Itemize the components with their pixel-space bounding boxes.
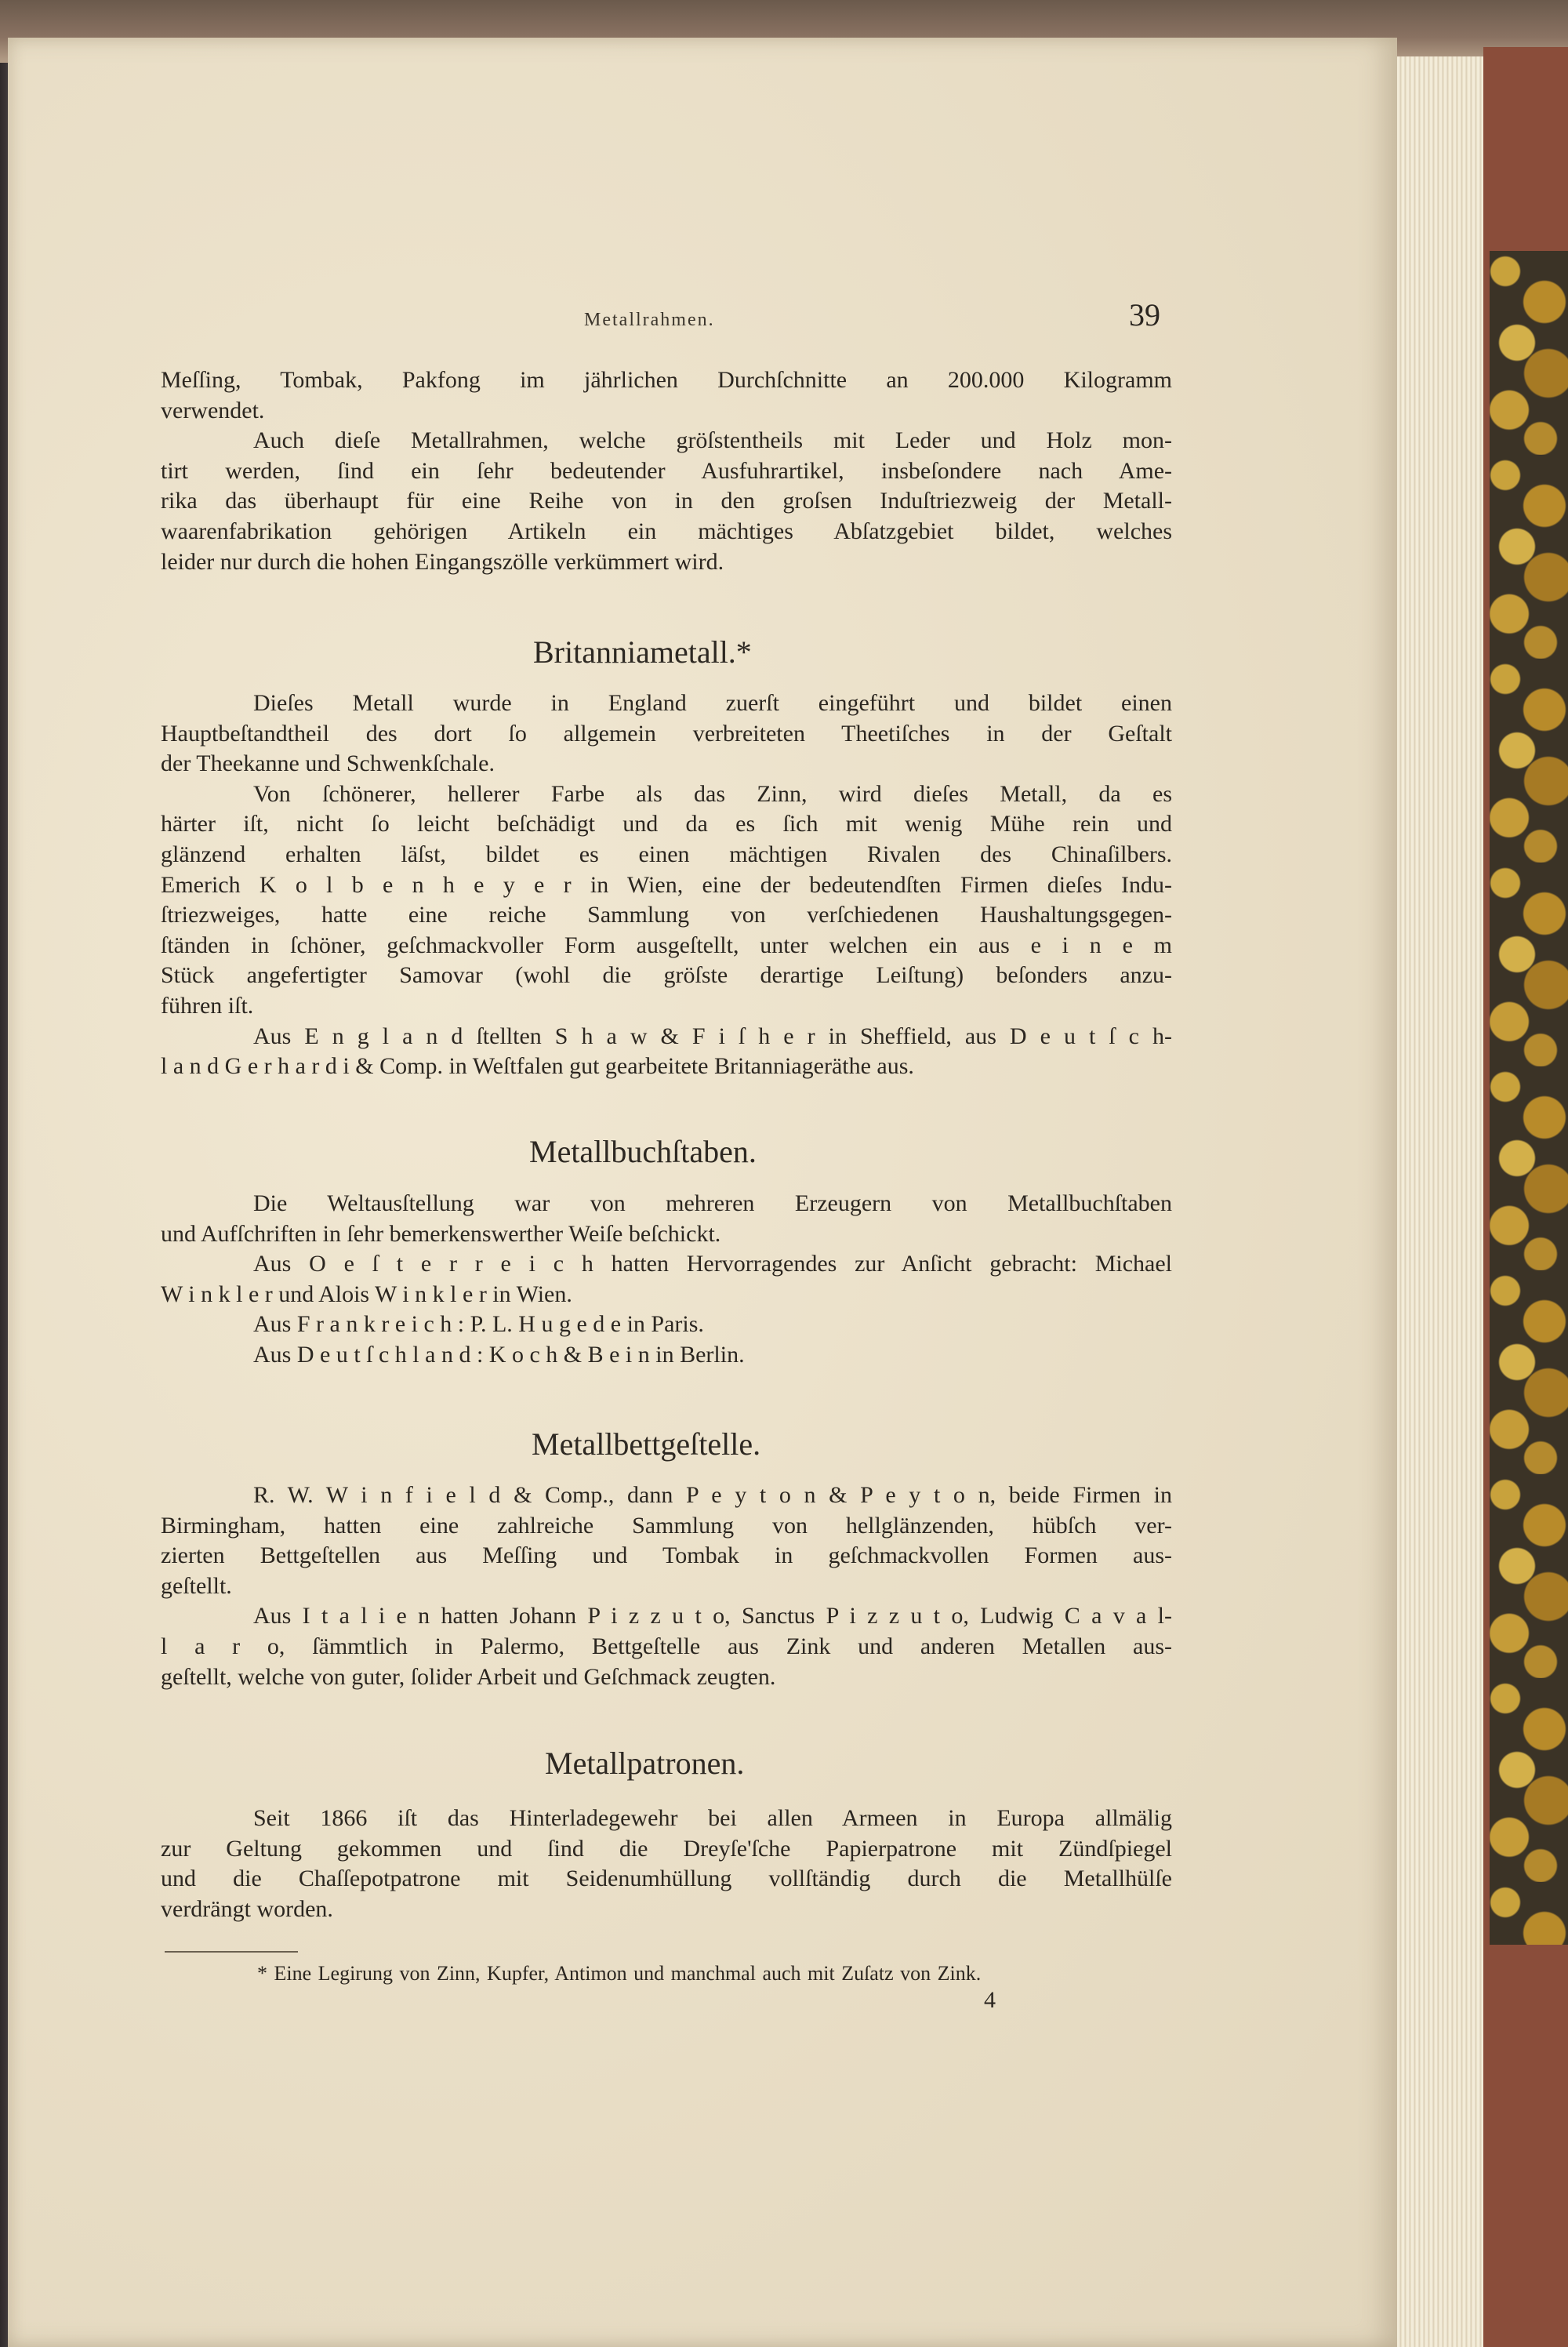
running-header: Metallrahmen. <box>584 310 715 330</box>
text-line: R. W. W i n f i e l d & Comp., dann P e y t o n & P e y t o n, beide Firmen in <box>253 1482 1172 1508</box>
text-line: Auch dieſe Metallrahmen, welche gröſstentheils mit Leder und Holz mon- <box>253 427 1172 454</box>
page-number: 39 <box>1129 297 1160 332</box>
bettgestelle-paragraphs <box>161 1480 1172 1692</box>
section-heading-metallbettgestelle: Metallbettgeſtelle. <box>532 1426 761 1462</box>
text-line: geſtellt. <box>161 1572 232 1599</box>
text-line: ſtänden in ſchöner, geſchmackvoller Form ausgeſtellt, unter welchen ein aus e i n e m <box>161 932 1172 958</box>
text-line: und Aufſchriften in ſehr bemerkenswerther Weiſe beſchickt. <box>161 1220 721 1247</box>
text-line: W i n k l e r und Alois W i n k l e r in Wien. <box>161 1281 572 1307</box>
section-heading-britanniametall: Britanniametall.* <box>533 634 752 670</box>
text-line: leider nur durch die hohen Eingangszölle verkümmert wird. <box>161 548 724 575</box>
text-line: rika das überhaupt für eine Reihe von in den groſsen Induſtriezweig der Metall- <box>161 488 1172 514</box>
text-line: Aus D e u t ſ c h l a n d : K o c h & B e i n in Berlin. <box>253 1341 745 1368</box>
text-line: Seit 1866 iſt das Hinterladegewehr bei allen Armeen in Europa allmälig <box>253 1805 1172 1831</box>
page-edges <box>1397 56 1483 2347</box>
text-line: Meſſing, Tombak, Pakfong im jährlichen Durchſchnitte an 200.000 Kilogramm <box>161 367 1172 393</box>
text-line: ſtriezweiges, hatte eine reiche Sammlung von verſchiedenen Haushaltungsgegen- <box>161 902 1172 928</box>
text-line: Aus I t a l i e n hatten Johann P i z z u t o, Sanctus P i z z u t o, Ludwig C a v a l- <box>253 1603 1172 1629</box>
text-line: waarenfabrikation gehörigen Artikeln ein mächtiges Abſatzgebiet bildet, welches <box>161 518 1172 544</box>
text-line: härter iſt, nicht ſo leicht beſchädigt und da es ſich mit wenig Mühe rein und <box>161 811 1172 837</box>
text-line: zierten Bettgeſtellen aus Meſſing und Tombak in geſchmackvollen Formen aus- <box>161 1542 1172 1569</box>
intro-paragraph <box>161 365 1172 577</box>
text-line: der Theekanne und Schwenkſchale. <box>161 750 495 777</box>
text-line: glänzend erhalten läſst, bildet es einen mächtigen Rivalen des Chinaſilbers. <box>161 841 1172 867</box>
marbled-cover-pattern <box>1490 251 1568 1945</box>
section-heading-metallpatronen: Metallpatronen. <box>545 1746 745 1781</box>
text-line: l a r o, ſämmtlich in Palermo, Bettgeſtelle aus Zink und anderen Metallen aus- <box>161 1633 1172 1659</box>
text-line: und die Chaſſepotpatrone mit Seidenumhüllung vollſtändig durch die Metallhülſe <box>161 1866 1172 1892</box>
text-line: Aus O e ſ t e r r e i c h hatten Hervorragendes zur Anſicht gebracht: Michael <box>253 1251 1172 1277</box>
text-line: Birmingham, hatten eine zahlreiche Sammlung von hellglänzenden, hübſch ver- <box>161 1512 1172 1539</box>
text-line: verwendet. <box>161 397 265 423</box>
text-line: Dieſes Metall wurde in England zuerſt eingeführt und bildet einen <box>253 690 1172 716</box>
buchstaben-paragraphs <box>161 1189 1172 1371</box>
section-heading-metallbuchstaben: Metallbuchſtaben. <box>529 1134 757 1169</box>
text-line: geſtellt, welche von guter, ſolider Arbeit und Geſchmack zeugten. <box>161 1663 776 1690</box>
text-line: Stück angefertigter Samovar (wohl die gröſste derartige Leiſtung) beſonders anzu- <box>161 962 1172 989</box>
text-line: Aus F r a n k r e i c h : P. L. H u g e d e in Paris. <box>253 1311 704 1338</box>
britannia-paragraphs <box>161 688 1172 1082</box>
text-line: tirt werden, ſind ein ſehr bedeutender Ausfuhrartikel, insbeſondere nach Ame- <box>161 457 1172 484</box>
text-line: Von ſchönerer, hellerer Farbe als das Zinn, wird dieſes Metall, da es <box>253 780 1172 807</box>
signature-mark: 4 <box>984 1987 996 2013</box>
text-line: Emerich K o l b e n h e y e r in Wien, eine der bedeutendſten Firmen dieſes Indu- <box>161 871 1172 898</box>
text-line: zur Geltung gekommen und ſind die Dreyſe'ſche Papierpatrone mit Zündſpiegel <box>161 1835 1172 1862</box>
text-line: Hauptbeſtandtheil des dort ſo allgemein verbreiteten Theetiſches in der Geſtalt <box>161 720 1172 747</box>
text-line: führen iſt. <box>161 992 254 1019</box>
text-line: l a n d G e r h a r d i & Comp. in Weſtfalen gut gearbeitete Britanniageräthe aus. <box>161 1053 914 1080</box>
footnote-divider <box>165 1951 298 1953</box>
footnote: * Eine Legirung von Zinn, Kupfer, Antimon und manchmal auch mit Zuſatz von Zink. <box>257 1962 982 1985</box>
text-line: verdrängt worden. <box>161 1895 333 1922</box>
text-line: Die Weltausſtellung war von mehreren Erzeugern von Metallbuchſtaben <box>253 1190 1172 1216</box>
text-line: Aus E n g l a n d ſtellten S h a w & F i ſ h e r in Sheffield, aus D e u t ſ c h- <box>253 1023 1172 1049</box>
patronen-paragraph <box>161 1804 1172 1924</box>
